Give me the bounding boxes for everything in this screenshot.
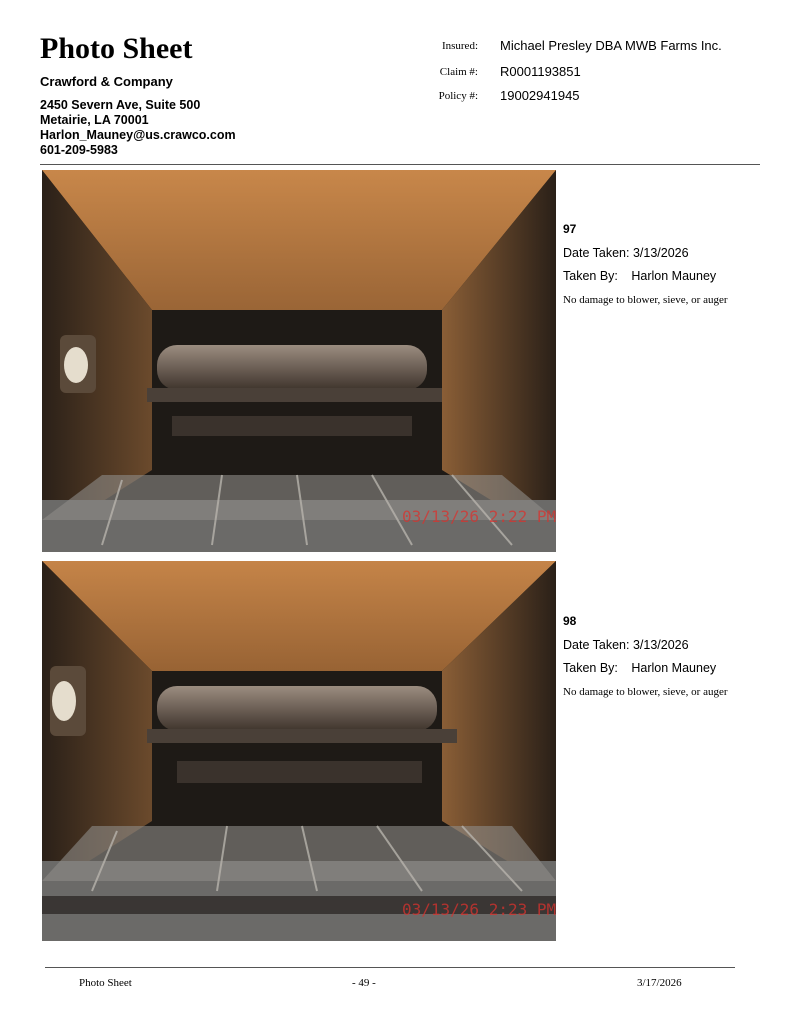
photo-98 [42,561,556,941]
taken-by-label: Taken By: [563,269,618,283]
footer-title: Photo Sheet [79,977,132,989]
claim-value: R0001193851 [500,64,581,79]
photo-98-date [563,638,689,652]
date-taken-label: Date Taken: [563,246,630,260]
photo-97-description: No damage to blower, sieve, or auger [563,294,728,306]
photo-97-taken-by [563,269,716,283]
insured-label: Insured: [441,40,478,52]
page-title: Photo Sheet [40,32,193,65]
photo-98-description: No damage to blower, sieve, or auger [563,686,728,698]
claim-label: Claim #: [439,66,478,78]
photo-98-taken-by [563,661,716,675]
photo-98-timestamp: 03/13/26 2:23 PM [402,900,556,919]
address-line-1: 2450 Severn Ave, Suite 500 [40,98,201,112]
policy-label: Policy #: [438,90,478,102]
page-number: - 49 - [352,977,376,989]
taken-by-value: Harlon Mauney [631,269,717,283]
footer-date: 3/17/2026 [637,977,682,989]
date-taken-value: 3/13/2026 [632,246,689,260]
photo-98-number: 98 [563,614,577,628]
insured-value: Michael Presley DBA MWB Farms Inc. [500,38,722,53]
date-taken-label: Date Taken: [563,638,630,652]
footer-divider [45,967,735,968]
photo-97 [42,170,556,552]
taken-by-value: Harlon Mauney [631,661,717,675]
photo-97-date [563,246,689,260]
address-line-2: Metairie, LA 70001 [40,113,149,127]
email: Harlon_Mauney@us.crawco.com [40,128,236,142]
company-name: Crawford & Company [40,74,173,89]
phone: 601-209-5983 [40,143,118,157]
header-divider [40,164,760,165]
photo-97-timestamp: 03/13/26 2:22 PM [402,507,556,526]
taken-by-label: Taken By: [563,661,618,675]
policy-value: 19002941945 [500,88,580,103]
date-taken-value: 3/13/2026 [632,638,689,652]
photo-97-number: 97 [563,222,577,236]
